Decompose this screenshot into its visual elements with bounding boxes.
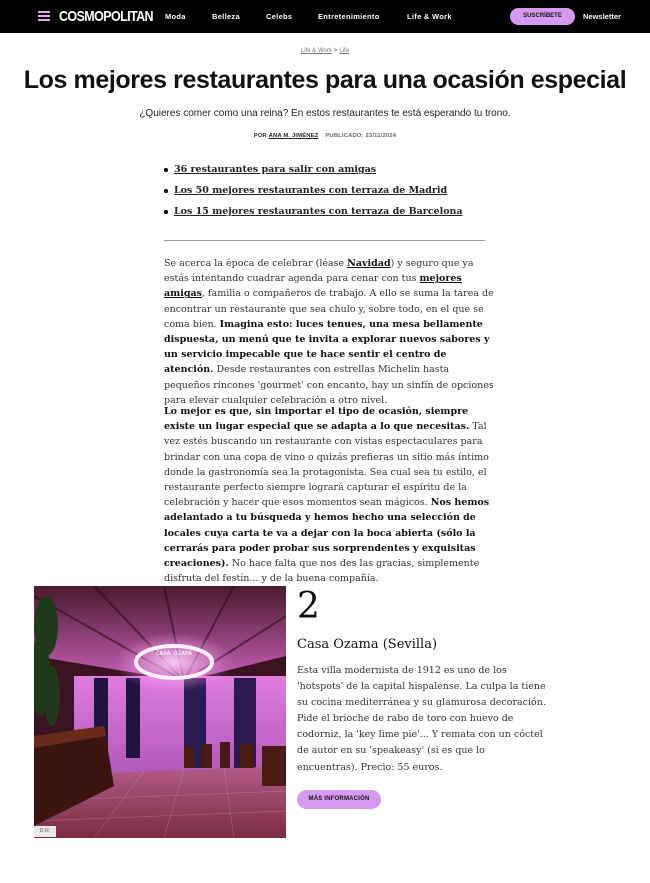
image-credit: D.R.: [34, 826, 56, 837]
related-link[interactable]: Los 15 mejores restaurantes con terraza de Barcelona: [164, 204, 494, 225]
breadcrumb-item-life-work[interactable]: Life & Work: [300, 48, 332, 54]
newsletter-link[interactable]: Newsletter: [583, 12, 621, 21]
more-info-button[interactable]: MÁS INFORMACIÓN: [297, 790, 381, 809]
breadcrumb-separator: >: [333, 48, 338, 54]
restaurant-title: Casa Ozama (Sevilla): [297, 637, 438, 652]
menu-icon[interactable]: [38, 11, 50, 21]
byline-prefix: POR: [253, 133, 267, 139]
list-rank-number: 2: [297, 586, 320, 627]
divider: [164, 240, 485, 241]
breadcrumb-item-life[interactable]: Life: [339, 48, 350, 54]
site-logo[interactable]: COSMOPOLITAN: [59, 7, 153, 25]
related-link[interactable]: 36 restaurantes para salir con amigas: [164, 162, 494, 183]
nav-link-entretenimiento[interactable]: Entretenimiento: [318, 12, 380, 21]
nav-link-life-work[interactable]: Life & Work: [407, 12, 452, 21]
byline: [0, 133, 650, 139]
nav-link-celebs[interactable]: Celebs: [266, 12, 293, 21]
related-links-list: [164, 162, 494, 225]
top-navigation: [0, 0, 650, 33]
inline-link-navidad[interactable]: Navidad: [347, 258, 391, 269]
subscribe-button[interactable]: SUSCRÍBETE: [510, 8, 575, 25]
sign-text: CASA OZAMA: [155, 650, 193, 657]
body-paragraph: Lo mejor es que, sin importar el tipo de ocasión, siempre existe un lugar especial que se adapta a lo que necesitas. Tal vez estés buscando un restaurante con vistas espectaculares para brindar con una copa de vino o quizás prefieras un sitio más íntimo donde la gastronomía sea la protagonista. Sea cual sea tu estilo, el restaurante perfecto siempre logrará capturar el espíritu de la celebración y hacer que esos momentos sean mágicos. Nos hemos adelantado a tu búsqueda y hemos hecho una selección de locales cuya carta te va a dejar con la boca abierta (sólo la cerrarás para poder probar sus sorprendentes y exquisitas creaciones). No hace falta que nos des las gracias, simplemente disfruta del festín... y de la buena compañía.: [164, 406, 490, 585]
nav-link-belleza[interactable]: Belleza: [212, 12, 240, 21]
restaurant-description: Esta villa modernista de 1912 es uno de los 'hotspots' de la capital hispalense. La culpa la tiene su cocina mediterránea y su glamurosa decoración. Pide el brioche de rabo de toro con huevo de codorniz, la 'key lime pie'... Y remata con un cóctel de autor en su 'speakeasy' (si es que lo encuentras). Precio: 55 euros.: [297, 665, 546, 773]
inline-link-mejores-amigas[interactable]: mejores amigas: [164, 273, 462, 300]
related-link[interactable]: Los 50 mejores restaurantes con terraza de Madrid: [164, 183, 494, 204]
nav-link-moda[interactable]: Moda: [165, 12, 186, 21]
restaurant-photo: [34, 586, 286, 838]
breadcrumb: [0, 48, 650, 54]
article-dek: ¿Quieres comer como una reina? En estos restaurantes te está esperando tu trono.: [139, 108, 511, 119]
publish-date: PUBLICADO: 23/11/2024: [325, 133, 397, 139]
page-title: Los mejores restaurantes para una ocasión especial: [23, 66, 627, 94]
author-link[interactable]: ANA M. JIMÉNEZ: [268, 133, 319, 139]
body-paragraph: Se acerca la época de celebrar (léase Navidad) y seguro que ya estás intentando cuadrar agenda para cenar con tus mejores amigas, familia o compañeros de trabajo. A ello se suma la tarea de encontrar un restaurante que sea chulo y, sobre todo, en el que se coma bien. Imagina esto: luces tenues, una mesa bellamente dispuesta, un menú que te invita a explorar nuevos sabores y un servicio impecable que te hace sentir el centro de atención. Desde restaurantes con estrellas Michelin hasta pequeños rincones 'gourmet' con encanto, hay un sinfín de opciones para elevar cualquier celebración a otro nivel.: [164, 258, 494, 406]
